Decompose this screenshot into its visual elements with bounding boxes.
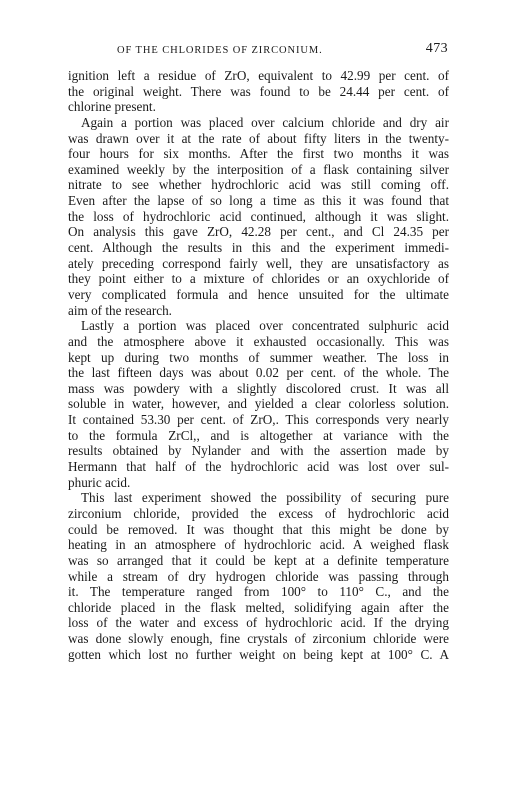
text-line: phuric acid. [68,474,131,490]
text-line: the loss of hydrochloric acid continued, although it was slight. [68,208,449,224]
text-line: Hermann that half of the hydrochloric acid was lost over sul- [68,459,449,475]
text-line: cent. Although the results in this and the experiment immedi- [68,240,449,256]
text-line: heating in an atmosphere of hydrochloric acid. A weighed flask [68,537,449,553]
text-line: it. The temperature ranged from 100° to 110° C., and the [68,584,449,600]
text-line: to the formula ZrCl,, and is altogether at variance with the [68,427,449,443]
text-line: On analysis this gave ZrO, 42.28 per cent., and Cl 24.35 per [68,224,449,240]
text-line: and the atmosphere above it exhausted occasionally. This was [68,333,449,349]
text-line: zirconium chloride, provided the excess of hydrochloric acid [68,505,449,521]
page-number: 473 [425,41,448,56]
text-line: results obtained by Nylander and with the assertion made by [68,443,449,459]
text-line: they point either to a mixture of chlorides or an oxychloride of [68,271,449,287]
text-line: mass was powdery with a slightly discolored crust. It was all [68,380,449,396]
text-line: could be removed. It was thought that this might be done by [68,521,449,537]
text-line: Even after the lapse of so long a time as this it was found that [68,193,449,209]
text-line: was done slowly enough, fine crystals of zirconium chloride were [68,631,449,647]
text-line: kept up during two months of summer weather. The loss in [68,349,449,365]
body-text [68,68,449,662]
text-line: the original weight. There was found to be 24.44 per cent. of [68,83,449,99]
text-line: gotten which lost no further weight on being kept at 100° C. A [68,646,449,662]
text-line: examined weekly by the interposition of a flask containing silver [68,161,449,177]
running-header [117,41,448,59]
text-line: It contained 53.30 per cent. of ZrO,. This corresponds very nearly [68,412,449,428]
text-line: nitrate to see whether hydrochloric acid was still coming off. [68,177,449,193]
running-title: OF THE CHLORIDES OF ZIRCONIUM. [117,45,323,56]
text-line: the last fifteen days was about 0.02 per cent. of the whole. The [68,365,449,381]
text-line: was drawn over it at the rate of about fifty liters in the twenty- [68,130,449,146]
text-line: soluble in water, however, and yielded a clear colorless solution. [68,396,449,412]
text-line: very complicated formula and hence unsuited for the ultimate [68,286,449,302]
text-line: chlorine present. [68,99,156,115]
paragraph-start: Lastly a portion was placed over concentrated sulphuric acid [81,318,449,334]
text-line: was so arranged that it could be kept at a definite temperature [68,552,449,568]
paragraph-start: This last experiment showed the possibility of securing pure [81,490,449,506]
text-line: four hours for six months. After the first two months it was [68,146,449,162]
text-line: chloride placed in the flask melted, solidifying again after the [68,599,449,615]
text-line: aim of the research. [68,302,172,318]
text-line: ately preceding correspond fairly well, they are unsatisfactory as [68,255,449,271]
paragraph-start: Again a portion was placed over calcium chloride and dry air [81,114,449,130]
text-line: loss of the water and excess of hydrochloric acid. If the drying [68,615,449,631]
text-line: while a stream of dry hydrogen chloride was passing through [68,568,449,584]
text-line: ignition left a residue of ZrO, equivalent to 42.99 per cent. of [68,68,449,83]
